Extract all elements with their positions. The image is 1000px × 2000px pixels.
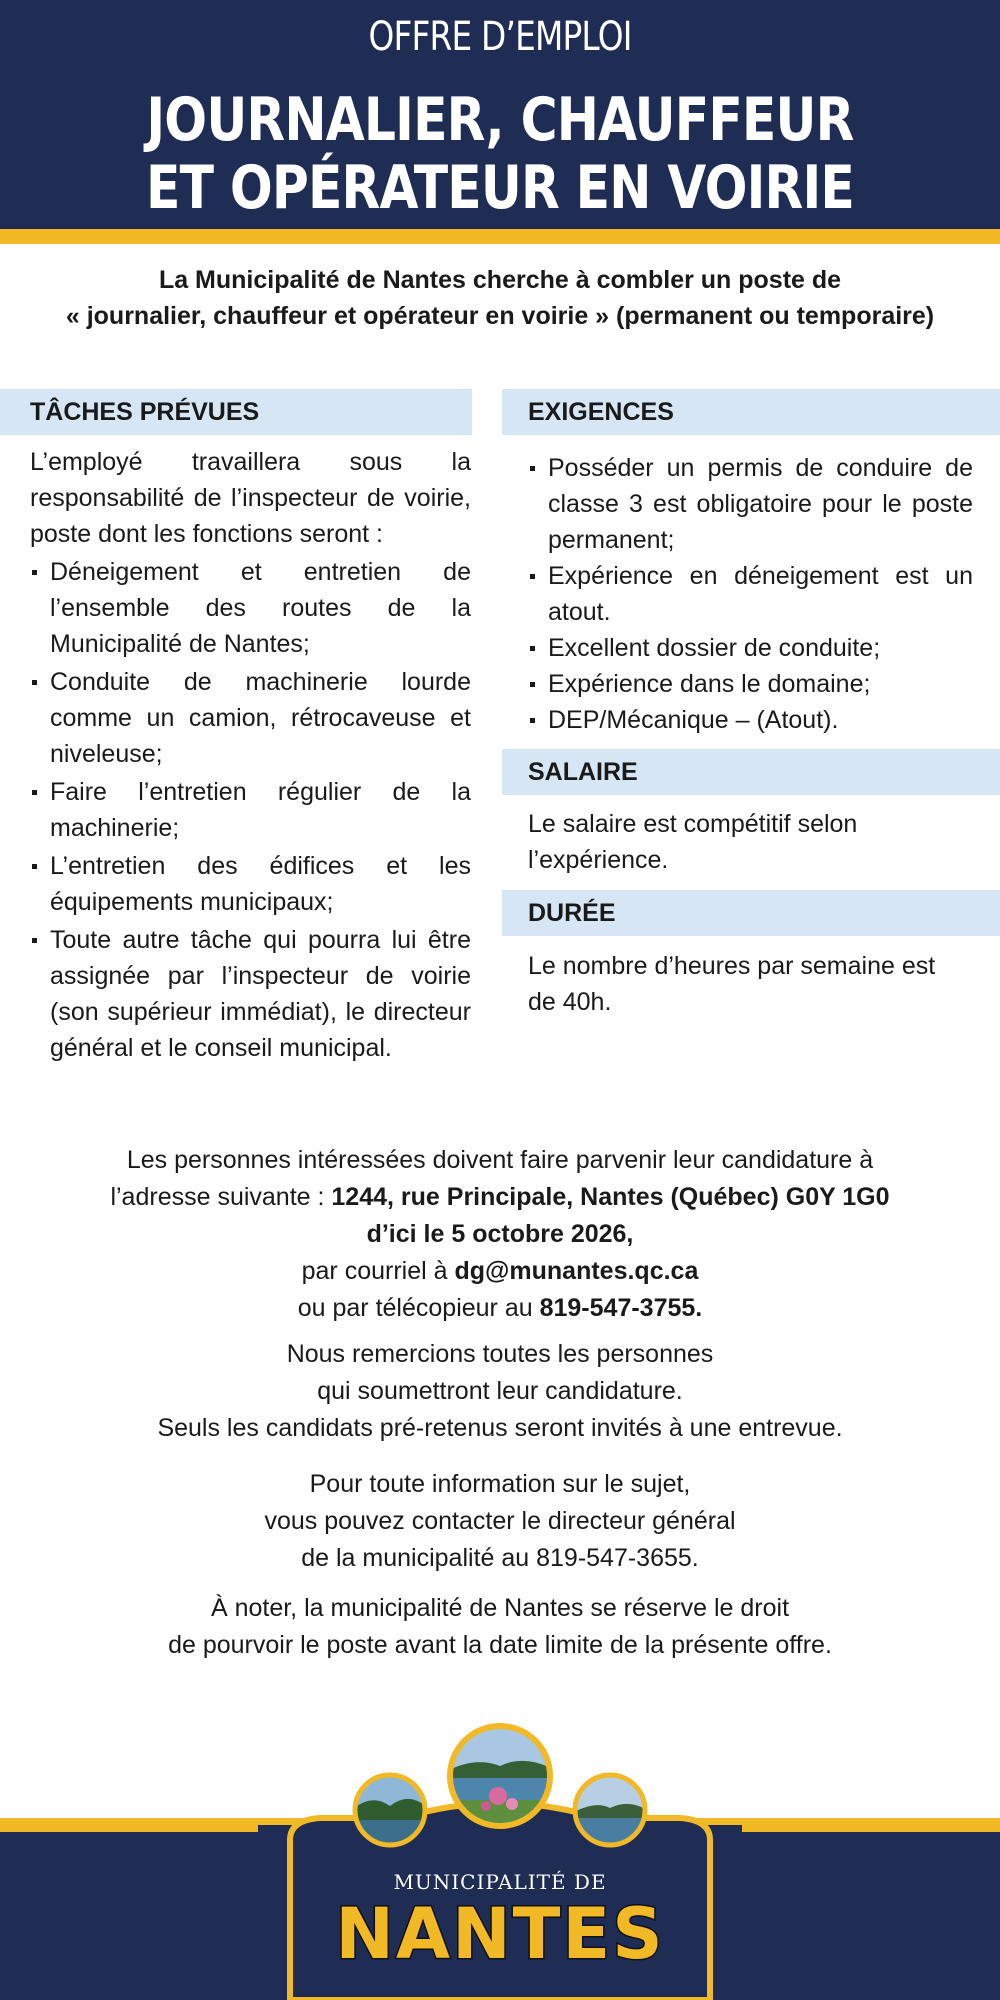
header-gold-stripe (0, 229, 1000, 244)
section-heading-salaire: SALAIRE (502, 749, 1000, 795)
duree-text: Le nombre d’heures par semaine est de 40h. (528, 952, 936, 1016)
contact-line-1: Les personnes intéressées doivent faire parvenir leur candidature à (126, 1146, 874, 1174)
list-item: Expérience en déneigement est un atout. (528, 558, 973, 630)
job-title-line-2: ET OPÉRATEUR EN VOIRIE (146, 153, 854, 223)
job-offer-kicker: OFFRE D’EMPLOI (368, 14, 632, 60)
info-line-1: Pour toute information sur le sujet, (309, 1470, 691, 1498)
exigences-list (528, 450, 973, 738)
info-paragraph (0, 1466, 1000, 1577)
info-line-2: vous pouvez contacter le directeur général (264, 1507, 736, 1535)
info-line-3: de la municipalité au 819-547-3655. (301, 1544, 699, 1572)
section-heading-taches: TÂCHES PRÉVUES (0, 389, 472, 435)
fax-line (0, 1290, 1000, 1327)
list-item: DEP/Mécanique – (Atout). (528, 702, 973, 738)
notice-line-2: de pourvoir le poste avant la date limite de la présente offre. (168, 1631, 832, 1659)
fax-number: 819-547-3755. (539, 1294, 703, 1322)
deadline (0, 1216, 1000, 1253)
section-heading-duree: DURÉE (502, 890, 1000, 936)
list-item: Expérience dans le domaine; (528, 666, 973, 702)
application-instructions (0, 1142, 1000, 1327)
list-item: Excellent dossier de conduite; (528, 630, 973, 666)
mailing-address: 1244, rue Principale, Nantes (Québec) G0Y 1G0 (331, 1183, 890, 1211)
list-item: Conduite de machinerie lourde comme un camion, rétrocaveuse et niveleuse; (30, 664, 471, 772)
contact-line-2 (0, 1179, 1000, 1216)
address-prefix: l’adresse suivante : (110, 1183, 332, 1211)
header-banner (0, 0, 1000, 229)
deadline-date: d’ici le 5 octobre 2026, (366, 1220, 634, 1248)
job-title-line-1: JOURNALIER, CHAUFFEUR (146, 85, 854, 155)
intro-line-1: La Municipalité de Nantes cherche à combler un poste de (158, 266, 842, 294)
intro-line-2: « journalier, chauffeur et opérateur en voirie » (permanent ou temporaire) (65, 302, 935, 330)
section-heading-exigences: EXIGENCES (502, 389, 1000, 435)
fax-prefix: ou par télécopieur au (297, 1294, 540, 1322)
notice-line-1: À noter, la municipalité de Nantes se réserve le droit (210, 1594, 790, 1622)
list-item: Toute autre tâche qui pourra lui être assignée par l’inspecteur de voirie (son supérieur immédiat), le directeur général et le conseil municipal. (30, 922, 471, 1066)
municipality-logo (250, 1700, 750, 2000)
list-item: L’entretien des édifices et les équipements municipaux; (30, 848, 471, 920)
taches-list (30, 554, 471, 1066)
email-line (0, 1253, 1000, 1290)
email-address: dg@munantes.qc.ca (454, 1257, 699, 1285)
thanks-line-1: Nous remercions toutes les personnes (286, 1340, 714, 1368)
logo-name: NANTES (335, 1893, 665, 1975)
notice-paragraph (0, 1590, 1000, 1664)
intro-text (0, 262, 1000, 334)
list-item: Posséder un permis de conduire de classe 3 est obligatoire pour le poste permanent; (528, 450, 973, 558)
thanks-paragraph (0, 1336, 1000, 1447)
taches-lead: L’employé travaillera sous la responsabilité de l’inspecteur de voirie, poste dont les fonctions seront : (30, 448, 471, 548)
thanks-line-2: qui soumettront leur candidature. (317, 1377, 683, 1405)
salaire-text: Le salaire est compétitif selon l’expérience. (528, 810, 858, 874)
thanks-line-3: Seuls les candidats pré-retenus seront invités à une entrevue. (157, 1414, 843, 1442)
list-item: Déneigement et entretien de l’ensemble des routes de la Municipalité de Nantes; (30, 554, 471, 662)
list-item: Faire l’entretien régulier de la machinerie; (30, 774, 471, 846)
job-title (80, 86, 920, 222)
email-prefix: par courriel à (301, 1257, 455, 1285)
taches-content (30, 444, 471, 1066)
logo-top-text: MUNICIPALITÉ DE (393, 1870, 607, 1894)
